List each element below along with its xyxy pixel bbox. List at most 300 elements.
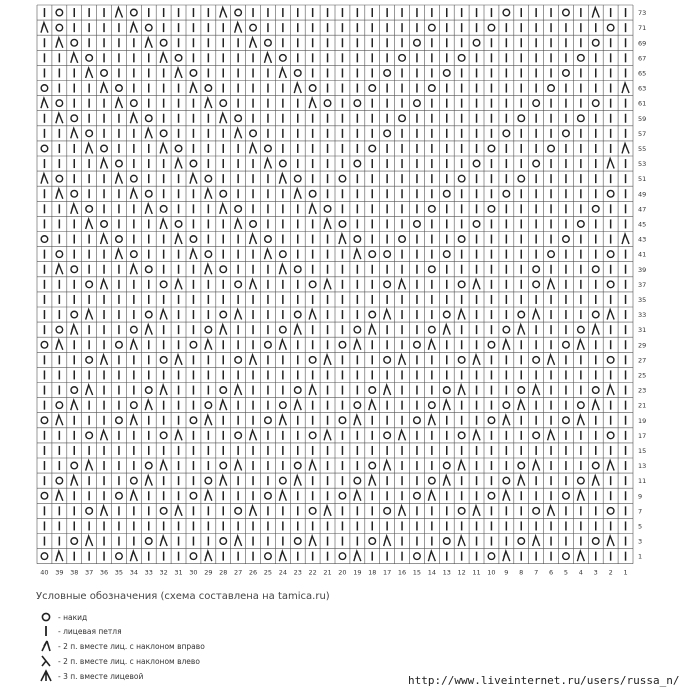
column-label: 15: [412, 568, 422, 577]
row-label: 13: [638, 462, 647, 471]
yarn-over-mark: [488, 492, 495, 499]
decrease-mark: [399, 355, 406, 365]
yarn-over-mark: [563, 417, 570, 424]
column-label: 31: [174, 568, 183, 577]
decrease-mark: [324, 355, 331, 365]
column-label: 24: [278, 568, 287, 577]
decrease-mark: [56, 189, 63, 199]
yarn-over-mark: [145, 190, 152, 197]
decrease-mark: [622, 234, 629, 244]
column-label: 11: [472, 568, 481, 577]
yarn-over-mark: [280, 55, 287, 62]
decrease-mark: [115, 174, 122, 184]
row-label: 9: [638, 492, 643, 501]
yarn-over-mark: [548, 251, 555, 258]
yarn-over-mark: [190, 160, 197, 167]
yarn-over-mark: [86, 206, 93, 213]
column-label: 3: [593, 568, 598, 577]
yarn-over-mark: [592, 39, 599, 46]
yarn-over-mark: [220, 462, 227, 469]
yarn-over-mark: [369, 387, 376, 394]
yarn-over-mark: [41, 553, 48, 560]
decrease-mark: [160, 536, 167, 546]
decrease-mark: [503, 491, 510, 501]
decrease-mark: [175, 430, 182, 440]
decrease-mark: [428, 491, 435, 501]
decrease-mark: [190, 249, 197, 259]
yarn-over-mark: [563, 9, 570, 16]
decrease-mark: [71, 128, 78, 138]
row-label: 57: [638, 129, 647, 138]
decrease-mark: [41, 23, 48, 33]
row-label: 29: [638, 341, 647, 350]
yarn-over-mark: [205, 85, 212, 92]
yarn-over-mark: [280, 326, 287, 333]
yarn-over-mark: [533, 100, 540, 107]
decrease-mark: [71, 325, 78, 335]
decrease-mark: [592, 476, 599, 486]
yarn-over-mark: [190, 553, 197, 560]
yarn-over-mark: [145, 311, 152, 318]
yarn-over-mark: [354, 326, 361, 333]
decrease-mark: [309, 536, 316, 546]
decrease-mark: [279, 491, 286, 501]
column-label: 19: [353, 568, 362, 577]
yarn-over-mark: [41, 417, 48, 424]
decrease-mark: [235, 385, 242, 395]
decrease-mark: [250, 234, 257, 244]
yarn-over-mark: [414, 39, 421, 46]
legend-title: Условные обозначения (схема составлена на tamica.ru): [36, 591, 330, 602]
yarn-over-mark: [414, 341, 421, 348]
k3tog-icon: [38, 669, 54, 683]
yarn-over-mark: [175, 145, 182, 152]
legend-item-yarn-over: [38, 610, 87, 624]
decrease-mark: [250, 506, 257, 516]
yarn-over-mark: [369, 311, 376, 318]
yarn-over-mark: [429, 206, 436, 213]
decrease-mark: [279, 174, 286, 184]
yarn-over-mark: [190, 341, 197, 348]
column-label: 8: [519, 568, 524, 577]
row-label: 1: [638, 552, 643, 561]
decrease-mark: [399, 430, 406, 440]
decrease-mark: [548, 430, 555, 440]
yarn-over-mark: [563, 70, 570, 77]
yarn-over-mark: [503, 130, 510, 137]
row-label: 5: [638, 522, 643, 531]
yarn-over-mark: [414, 553, 421, 560]
yarn-over-mark: [592, 462, 599, 469]
decrease-mark: [86, 536, 93, 546]
decrease-mark: [369, 476, 376, 486]
yarn-over-mark: [548, 145, 555, 152]
yarn-over-mark: [71, 115, 78, 122]
decrease-mark: [592, 8, 599, 18]
yarn-over-mark: [443, 70, 450, 77]
yarn-over-mark: [145, 387, 152, 394]
yarn-over-mark: [101, 70, 108, 77]
decrease-mark: [548, 279, 555, 289]
decrease-mark: [190, 174, 197, 184]
row-label: 69: [638, 39, 647, 48]
yarn-over-mark: [592, 311, 599, 318]
decrease-mark: [309, 204, 316, 214]
yarn-over-mark: [160, 130, 167, 137]
decrease-mark: [279, 68, 286, 78]
legend-text: - 2 п. вместе лиц. с наклоном влево: [58, 656, 200, 666]
decrease-mark: [235, 310, 242, 320]
row-label: 33: [638, 311, 647, 320]
decrease-mark: [175, 506, 182, 516]
decrease-mark: [399, 506, 406, 516]
yarn-over-mark: [354, 477, 361, 484]
decrease-mark: [607, 310, 614, 320]
yarn-over-mark: [578, 115, 585, 122]
column-label: 7: [534, 568, 539, 577]
yarn-over-mark: [518, 462, 525, 469]
yarn-over-mark: [592, 100, 599, 107]
column-label: 27: [234, 568, 243, 577]
column-label: 28: [219, 568, 228, 577]
row-label: 71: [638, 24, 647, 33]
yarn-over-mark: [592, 266, 599, 273]
row-label: 23: [638, 386, 647, 395]
yarn-over-mark: [160, 39, 167, 46]
decrease-mark: [250, 430, 257, 440]
yarn-over-mark: [354, 160, 361, 167]
yarn-over-mark: [160, 357, 167, 364]
decrease-mark: [354, 249, 361, 259]
decrease-mark: [205, 415, 212, 425]
yarn-over-mark: [250, 130, 257, 137]
grid-lines: [37, 5, 633, 564]
yarn-over-mark: [369, 538, 376, 545]
decrease-mark: [56, 264, 63, 274]
decrease-mark: [294, 476, 301, 486]
yarn-over-mark: [56, 100, 63, 107]
yarn-over-mark: [190, 492, 197, 499]
decrease-mark: [56, 491, 63, 501]
legend-item-knit: [38, 624, 122, 638]
decrease-mark: [220, 204, 227, 214]
row-label: 47: [638, 205, 647, 214]
yarn-over-mark: [384, 251, 391, 258]
yarn-over-mark: [86, 432, 93, 439]
decrease-mark: [622, 83, 629, 93]
row-label: 39: [638, 265, 647, 274]
column-label: 39: [55, 568, 64, 577]
yarn-over-mark: [71, 190, 78, 197]
yarn-over-mark: [473, 39, 480, 46]
column-label: 32: [159, 568, 168, 577]
yarn-over-mark: [101, 221, 108, 228]
yarn-over-mark: [503, 9, 510, 16]
yarn-over-mark: [190, 236, 197, 243]
yarn-over-mark: [503, 326, 510, 333]
decrease-mark: [86, 219, 93, 229]
decrease-mark: [235, 23, 242, 33]
decrease-mark: [71, 53, 78, 63]
yarn-over-mark: [294, 538, 301, 545]
yarn-over-mark: [265, 553, 272, 560]
decrease-mark: [71, 204, 78, 214]
column-label: 22: [308, 568, 317, 577]
yarn-over-mark: [607, 432, 614, 439]
decrease-mark: [384, 461, 391, 471]
column-label: 26: [248, 568, 258, 577]
row-label: 37: [638, 280, 647, 289]
decrease-mark: [324, 506, 331, 516]
yarn-over-mark: [429, 266, 436, 273]
yarn-over-mark: [309, 281, 316, 288]
yarn-over-mark: [384, 357, 391, 364]
yarn-over-mark: [533, 357, 540, 364]
yarn-over-mark: [205, 175, 212, 182]
yarn-over-mark: [131, 326, 138, 333]
yarn-over-mark: [429, 477, 436, 484]
row-label: 49: [638, 190, 647, 199]
yarn-over-mark: [429, 326, 436, 333]
yarn-over-mark: [220, 190, 227, 197]
yarn-over-mark: [578, 477, 585, 484]
column-label: 23: [293, 568, 302, 577]
yarn-over-mark: [369, 145, 376, 152]
decrease-mark: [622, 143, 629, 153]
yarn-over-mark: [235, 281, 242, 288]
yarn-over-mark: [503, 190, 510, 197]
decrease-mark: [339, 234, 346, 244]
yarn-over-mark: [592, 206, 599, 213]
decrease-mark: [235, 461, 242, 471]
row-label: 31: [638, 326, 647, 335]
yarn-over-mark: [131, 9, 138, 16]
yarn-over-mark: [578, 402, 585, 409]
yarn-over-mark: [160, 508, 167, 515]
decrease-mark: [220, 325, 227, 335]
yarn-over-mark: [309, 357, 316, 364]
decrease-mark: [294, 83, 301, 93]
column-label: 25: [263, 568, 273, 577]
row-label: 59: [638, 114, 647, 123]
yarn-over-mark: [41, 85, 48, 92]
yarn-over-mark: [145, 115, 152, 122]
yarn-over-mark: [56, 24, 63, 31]
yarn-over-mark: [563, 130, 570, 137]
decrease-mark: [309, 310, 316, 320]
column-label: 13: [442, 568, 451, 577]
decrease-mark: [279, 264, 286, 274]
row-label: 25: [638, 371, 647, 380]
decrease-mark: [145, 476, 152, 486]
yarn-over-mark: [294, 311, 301, 318]
yarn-over-mark: [71, 311, 78, 318]
yarn-over-mark: [488, 206, 495, 213]
yarn-over-mark: [488, 24, 495, 31]
decrease-mark: [309, 98, 316, 108]
decrease-mark: [56, 113, 63, 123]
yarn-over-mark: [533, 508, 540, 515]
decrease-mark: [592, 400, 599, 410]
decrease-mark: [473, 279, 480, 289]
decrease-mark: [294, 325, 301, 335]
decrease-mark: [533, 385, 540, 395]
yarn-over-mark: [578, 55, 585, 62]
decrease-mark: [607, 461, 614, 471]
yarn-over-mark: [86, 55, 93, 62]
decrease-mark: [279, 415, 286, 425]
yarn-over-mark: [71, 387, 78, 394]
decrease-mark: [250, 279, 257, 289]
legend-text: - лицевая петля: [58, 626, 122, 636]
yarn-over-mark: [414, 417, 421, 424]
column-label: 30: [189, 568, 198, 577]
decrease-mark: [309, 461, 316, 471]
yarn-over-mark: [116, 85, 123, 92]
yarn-over-mark: [443, 190, 450, 197]
row-label: 41: [638, 250, 647, 259]
yarn-over-mark: [503, 477, 510, 484]
yarn-over-mark: [294, 266, 301, 273]
yarn-over-mark: [339, 341, 346, 348]
yarn-over-mark: [175, 55, 182, 62]
yarn-over-mark: [429, 24, 436, 31]
yarn-over-mark: [503, 402, 510, 409]
decrease-mark: [130, 491, 137, 501]
yarn-over-mark: [116, 236, 123, 243]
yarn-over-mark: [235, 357, 242, 364]
decrease-mark: [443, 400, 450, 410]
column-label: 37: [85, 568, 94, 577]
k2tog-left-icon: [38, 654, 54, 668]
yarn-over-mark: [56, 477, 63, 484]
decrease-mark: [324, 219, 331, 229]
legend-text: - 3 п. вместе лицевой: [58, 671, 144, 681]
yarn-over-mark: [86, 508, 93, 515]
yarn-over-mark: [607, 508, 614, 515]
yarn-over-mark: [265, 145, 272, 152]
yarn-over-mark: [56, 251, 63, 258]
yarn-over-mark: [131, 251, 138, 258]
yarn-over-mark: [414, 492, 421, 499]
yarn-over-mark: [369, 85, 376, 92]
decrease-mark: [160, 385, 167, 395]
yarn-over-mark: [205, 251, 212, 258]
decrease-mark: [473, 506, 480, 516]
decrease-mark: [56, 415, 63, 425]
yarn-over-mark: [116, 553, 123, 560]
column-label: 5: [563, 568, 569, 577]
yarn-over-mark: [175, 221, 182, 228]
column-label: 16: [397, 568, 407, 577]
yarn-over-mark: [414, 221, 421, 228]
decrease-mark: [354, 551, 361, 561]
decrease-mark: [473, 430, 480, 440]
decrease-mark: [190, 83, 197, 93]
decrease-mark: [175, 279, 182, 289]
yarn-over-mark: [324, 206, 331, 213]
yarn-over-mark: [131, 100, 138, 107]
decrease-mark: [518, 400, 525, 410]
row-label: 7: [638, 507, 643, 516]
decrease-mark: [130, 551, 137, 561]
row-label: 21: [638, 401, 647, 410]
decrease-mark: [56, 551, 63, 561]
decrease-mark: [220, 400, 227, 410]
yarn-over-mark: [294, 462, 301, 469]
column-label: 40: [40, 568, 49, 577]
decrease-mark: [294, 400, 301, 410]
yarn-over-mark: [488, 553, 495, 560]
yarn-over-mark: [607, 251, 614, 258]
decrease-mark: [86, 143, 93, 153]
yarn-over-mark: [518, 311, 525, 318]
decrease-mark: [428, 340, 435, 350]
row-label: 63: [638, 84, 647, 93]
yarn-over-mark: [265, 492, 272, 499]
yarn-over-mark: [160, 432, 167, 439]
yarn-over-mark: [458, 236, 465, 243]
row-label: 61: [638, 99, 647, 108]
yarn-over-mark: [205, 326, 212, 333]
yarn-over-mark: [205, 477, 212, 484]
yarn-over-mark: [414, 100, 421, 107]
decrease-mark: [384, 385, 391, 395]
decrease-mark: [175, 355, 182, 365]
yarn-over-mark: [131, 477, 138, 484]
decrease-mark: [235, 219, 242, 229]
yarn-over-mark: [190, 70, 197, 77]
legend-item-k2tog-left: [38, 654, 200, 668]
column-label: 18: [368, 568, 377, 577]
yarn-over-mark: [56, 9, 63, 16]
yarn-over-icon: [38, 610, 54, 624]
row-label: 19: [638, 416, 647, 425]
column-label: 10: [487, 568, 496, 577]
yarn-over-mark: [533, 281, 540, 288]
decrease-mark: [458, 461, 465, 471]
decrease-mark: [577, 340, 584, 350]
yarn-over-mark: [592, 538, 599, 545]
yarn-over-mark: [399, 236, 406, 243]
decrease-mark: [86, 310, 93, 320]
row-label: 11: [638, 477, 647, 486]
decrease-mark: [145, 400, 152, 410]
yarn-over-mark: [235, 206, 242, 213]
yarn-over-mark: [563, 553, 570, 560]
row-label: 55: [638, 144, 647, 153]
yarn-over-mark: [280, 251, 287, 258]
decrease-mark: [577, 415, 584, 425]
yarn-over-mark: [71, 266, 78, 273]
yarn-over-mark: [294, 70, 301, 77]
decrease-mark: [264, 53, 271, 63]
yarn-over-mark: [384, 432, 391, 439]
yarn-over-mark: [86, 130, 93, 137]
decrease-mark: [533, 461, 540, 471]
yarn-over-mark: [607, 24, 614, 31]
yarn-over-mark: [265, 39, 272, 46]
decrease-mark: [205, 189, 212, 199]
row-label: 45: [638, 220, 647, 229]
decrease-mark: [101, 234, 108, 244]
row-label: 17: [638, 431, 647, 440]
decrease-mark: [428, 415, 435, 425]
decrease-mark: [41, 174, 48, 184]
decrease-mark: [399, 279, 406, 289]
yarn-over-mark: [339, 221, 346, 228]
legend-text: - накид: [58, 612, 88, 622]
